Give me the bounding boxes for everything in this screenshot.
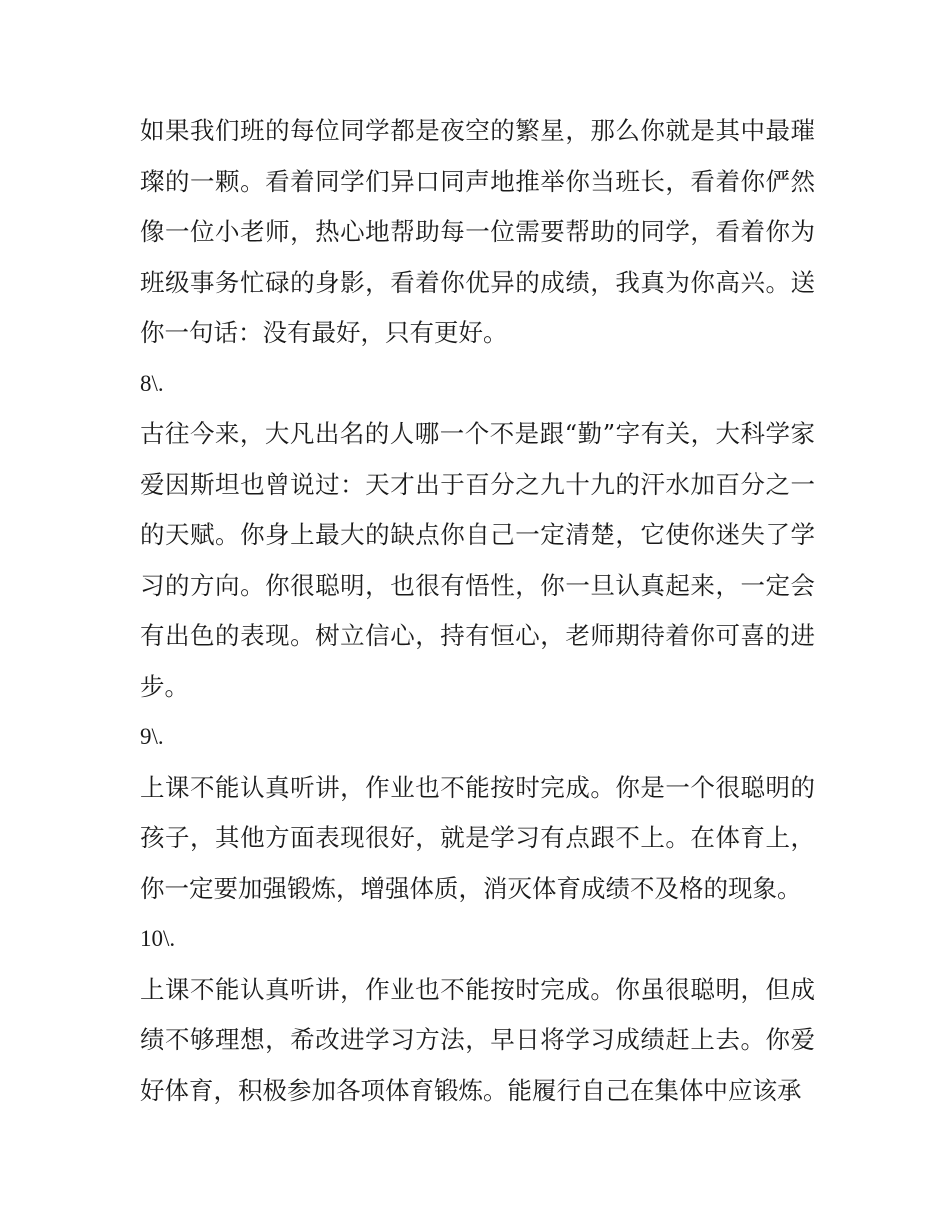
comment-paragraph-10: 上课不能认真听讲，作业也不能按时完成。你虽很聪明，但成绩不够理想，希改进学习方法，早日将学习成绩赶上去。你爱好体育，积极参加各项体育锻炼。能履行自己在集体中应该承: [140, 974, 815, 1105]
comment-paragraph-9: 上课不能认真听讲，作业也不能按时完成。你是一个很聪明的孩子，其他方面表现很好，就是学习有点跟不上。在体育上，你一定要加强锻炼，增强体质，消灭体育成绩不及格的现象。: [140, 772, 815, 903]
item-number-8: 8\.: [140, 370, 164, 396]
comment-paragraph-8: 古往今来，大凡出名的人哪一个不是跟“勤”字有关，大科学家爱因斯坦也曾说过：天才出于百分之九十九的汗水加百分之一的天赋。你身上最大的缺点你自己一定清楚，它使你迷失了学习的方向。你很聪明，也很有悟性，你一旦认真起来，一定会有出色的表现。树立信心，持有恒心，老师期待着你可喜的进步。: [140, 419, 815, 701]
comment-paragraph-7: 如果我们班的每位同学都是夜空的繁星，那么你就是其中最璀璨的一颗。看着同学们异口同声地推举你当班长，看着你俨然像一位小老师，热心地帮助每一位需要帮助的同学，看着你为班级事务忙碌的身影，看着你优异的成绩，我真为你高兴。送你一句话：没有最好，只有更好。: [140, 116, 815, 347]
item-number-10: 10\.: [140, 926, 176, 951]
document-body: [140, 106, 815, 1116]
item-number-9: 9\.: [140, 724, 164, 749]
